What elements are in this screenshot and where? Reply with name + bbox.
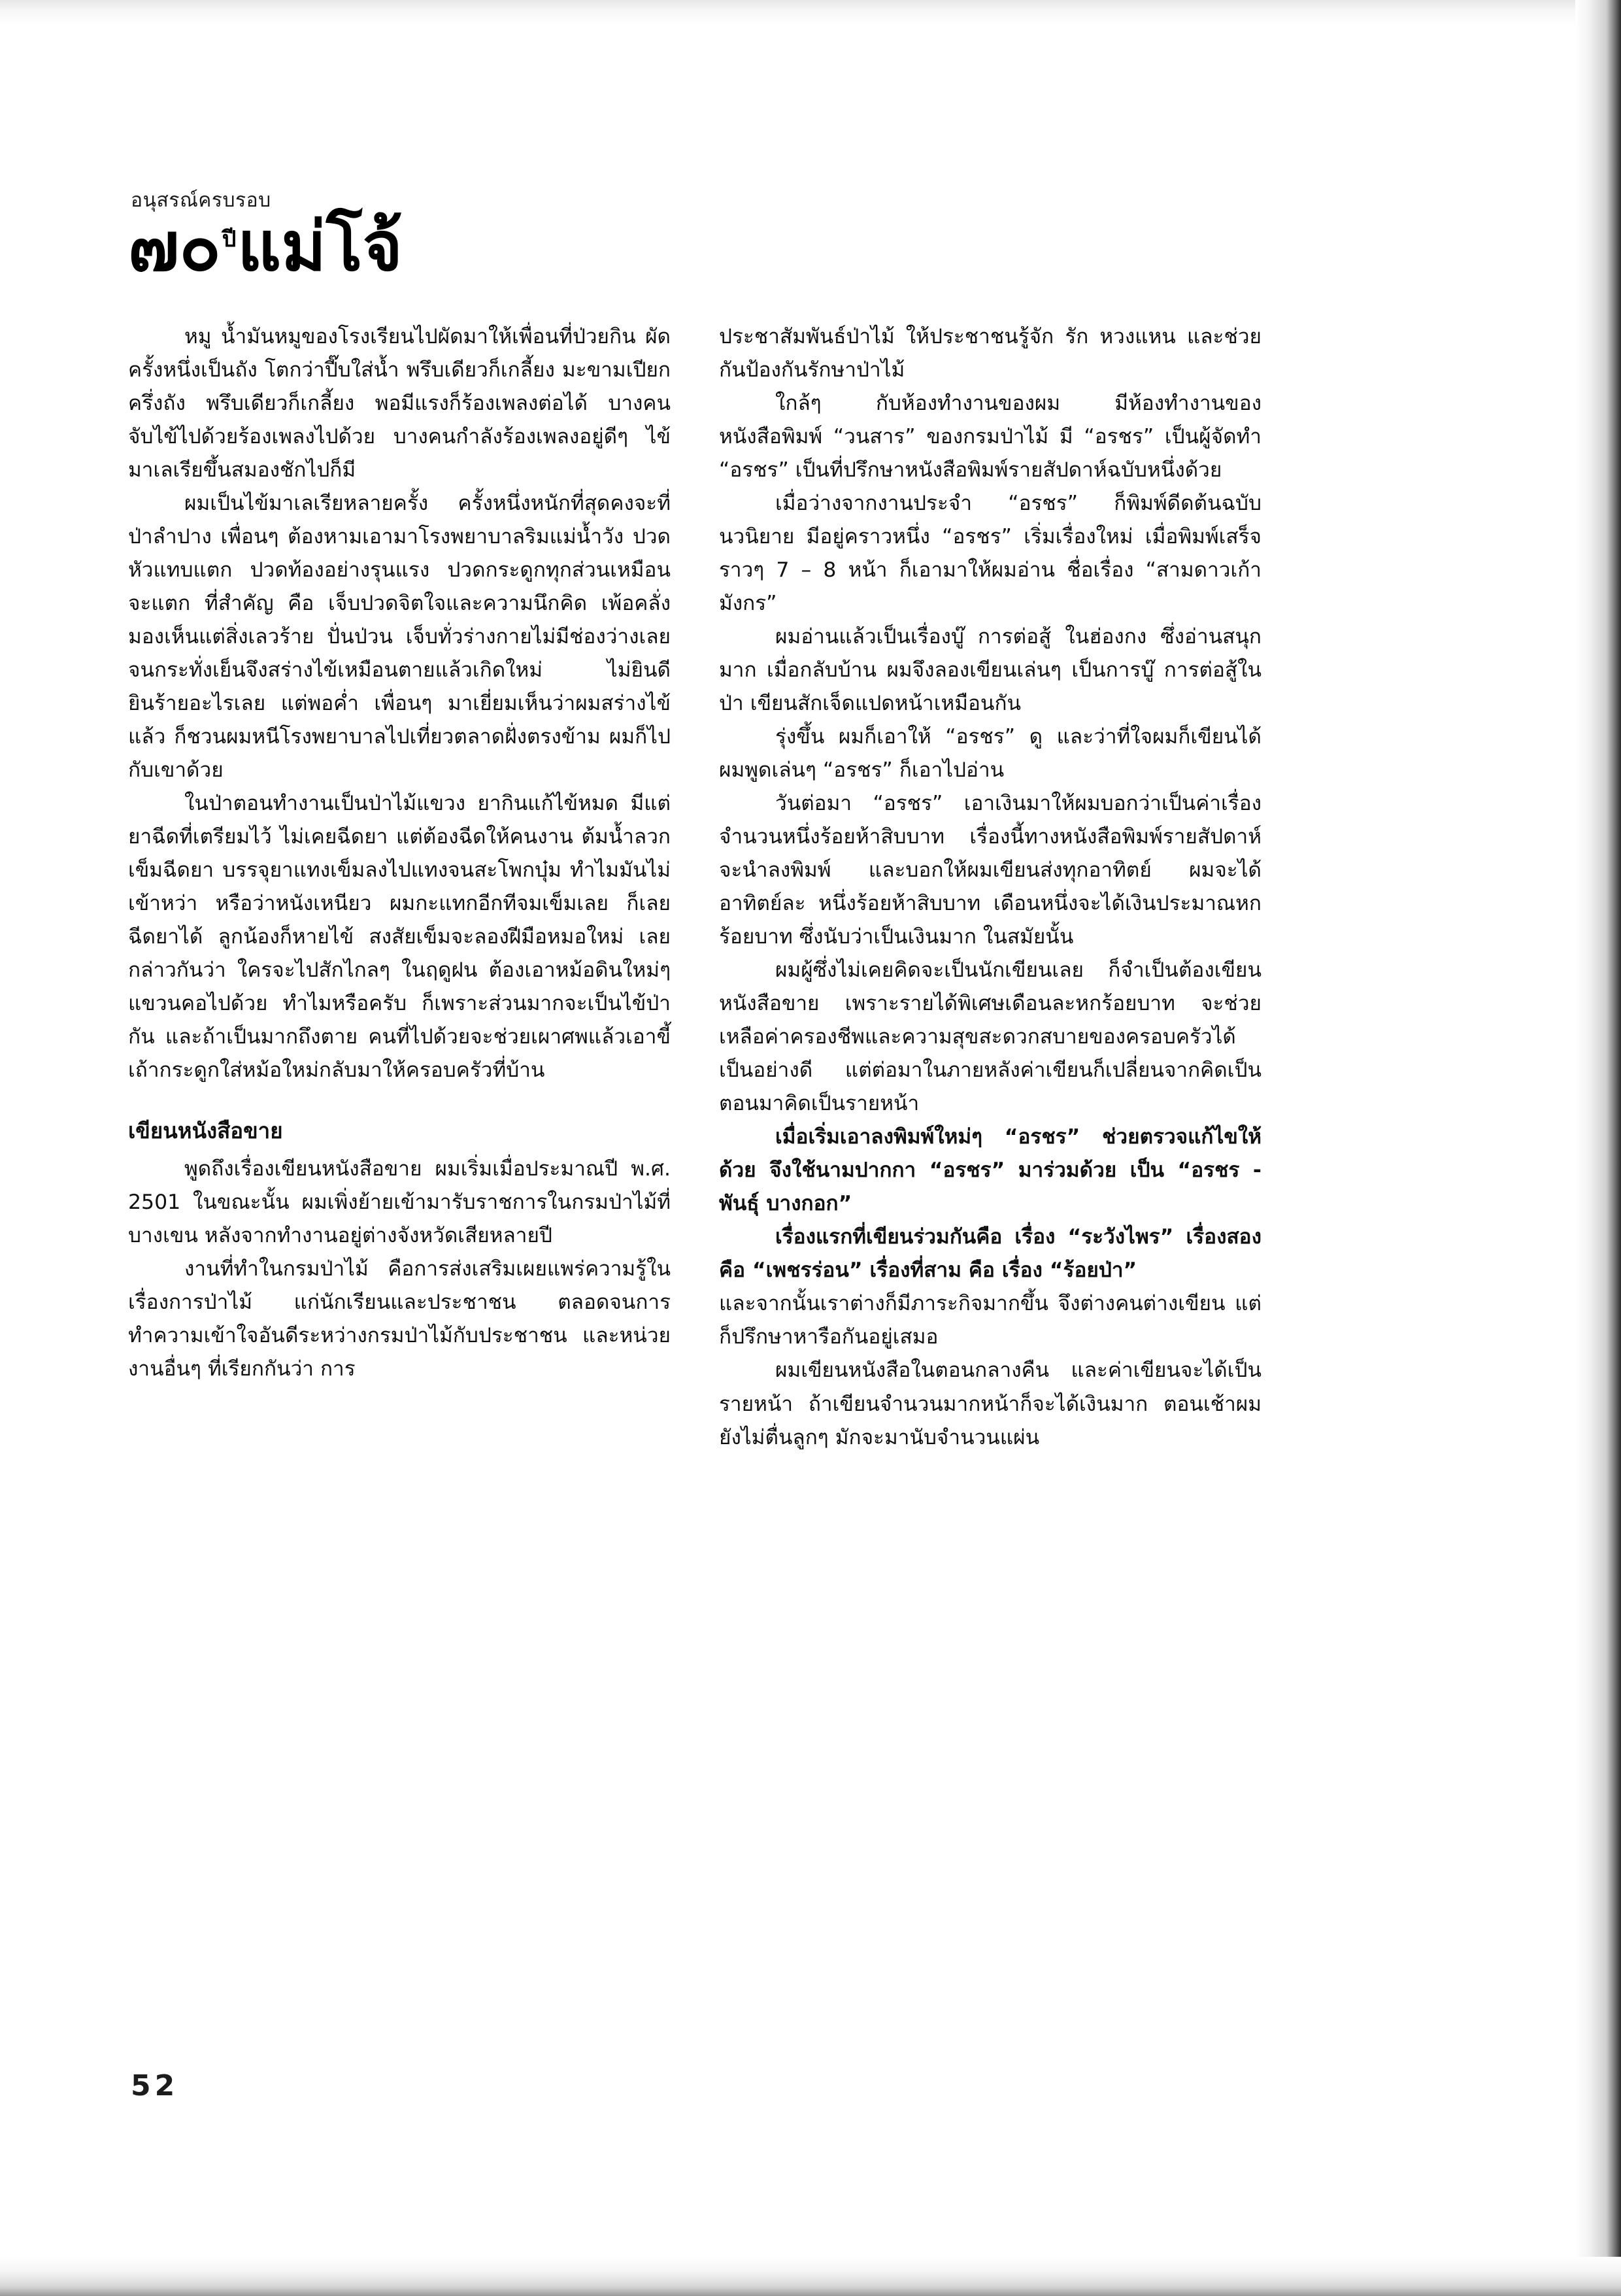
paragraph: ในป่าตอนทำงานเป็นป่าไม้แขวง ยากินแก้ไข้หมด มีแต่ยาฉีดที่เตรียมไว้ ไม่เคยฉีดยา แต่ต้องฉีดให้คนงาน ต้มน้ำลวกเข็มฉีดยา บรรจุยาแทงเข็มลงไปแทงจนสะโพกบุ๋ม ทำไมมันไม่เข้าหว่า หรือว่าหนังเหนียว ผมกะแทกอีกทีจมเข็มเลย ก็เลยฉีดยาได้ ลูกน้องก็หายไข้ สงสัยเข็มจะลองฝีมือหมอใหม่ เลยกล่าวกันว่า ใครจะไปสักไกลๆ ในฤดูฝน ต้องเอาหม้อดินใหม่ๆ แขวนคอไปด้วย ทำไมหรือครับ ก็เพราะส่วนมากจะเป็นไข้ป่ากัน และถ้าเป็นมากถึงตาย คนที่ไปด้วยจะช่วยเผาศพแล้วเอาขี้เถ้ากระดูกใส่หม้อใหม่กลับมาให้ครอบครัวที่บ้าน	[128, 792, 671, 1083]
masthead-superscript: ปี	[222, 226, 237, 253]
paragraph: หมู น้ำมันหมูของโรงเรียนไปผัดมาให้เพื่อนที่ป่วยกิน ผัดครั้งหนึ่งเป็นถัง โตกว่าปี๊บใส่น้ำ พรึบเดียวก็เกลี้ยง มะขามเปียกครึ่งถัง พรึบเดียวก็เกลี้ยง พอมีแรงก็ร้องเพลงต่อได้ บางคนจับไข้ไปด้วยร้องเพลงไปด้วย บางคนกำลังร้องเพลงอยู่ดีๆ ไข้มาเลเรียขึ้นสมองชักไปก็มี	[128, 325, 671, 482]
page-number: 52	[131, 2069, 179, 2102]
section-subheading: เขียนหนังสือขาย	[128, 1118, 283, 1144]
paragraph: งานที่ทำในกรมป่าไม้ คือการส่งเสริมเผยแพร่ความรู้ในเรื่องการป่าไม้ แก่นักเรียนและประชาชน ตลอดจนการทำความเข้าใจอันดีระหว่างกรมป่าไม้กับประชาชน และหน่วยงานอื่นๆ ที่เรียกกันว่า การ	[128, 1257, 671, 1381]
paragraph: วันต่อมา “อรชร” เอาเงินมาให้ผมบอกว่าเป็นค่าเรื่องจำนวนหนึ่งร้อยห้าสิบบาท เรื่องนี้ทางหนังสือพิมพ์รายสัปดาห์จะนำลงพิมพ์ และบอกให้ผมเขียนส่งทุกอาทิตย์ ผมจะได้อาทิตย์ละ หนึ่งร้อยห้าสิบบาท เดือนหนึ่งจะได้เงินประมาณหกร้อยบาท ซึ่งนับว่าเป็นเงินมาก ในสมัยนั้น	[719, 792, 1262, 949]
masthead	[128, 189, 716, 286]
paragraph: เมื่อว่างจากงานประจำ “อรชร” ก็พิมพ์ดีดต้นฉบับนวนิยาย มีอยู่คราวหนึ่ง “อรชร” เริ่มเรื่องใหม่ เมื่อพิมพ์เสร็จราวๆ 7 – 8 หน้า ก็เอามาให้ผมอ่าน ชื่อเรื่อง “สามดาวเก้ามังกร”	[719, 492, 1262, 616]
masthead-number: ๗๐	[128, 207, 221, 286]
right-column	[719, 320, 1262, 1455]
masthead-title	[128, 207, 716, 286]
masthead-kicker: อนุสรณ์ครบรอบ	[131, 189, 271, 212]
paragraph: ผมเขียนหนังสือในตอนกลางคืน และค่าเขียนจะได้เป็นรายหน้า ถ้าเขียนจำนวนมากหน้าก็จะได้เงินมาก ตอนเช้าผมยังไม่ตื่นลูกๆ มักจะมานับจำนวนแผ่น	[719, 1359, 1262, 1449]
paragraph: ผมอ่านแล้วเป็นเรื่องบู๊ การต่อสู้ ในฮ่องกง ซึ่งอ่านสนุกมาก เมื่อกลับบ้าน ผมจึงลองเขียนเล่นๆ เป็นการบู๊ การต่อสู้ในป่า เขียนสักเจ็ดแปดหน้าเหมือนกัน	[719, 625, 1262, 716]
paragraph: ใกล้ๆ กับห้องทำงานของผม มีห้องทำงานของหนังสือพิมพ์ “วนสาร” ของกรมป่าไม้ มี “อรชร” เป็นผู้จัดทำ “อรชร” เป็นที่ปรึกษาหนังสือพิมพ์รายสัปดาห์ฉบับหนึ่งด้วย	[719, 392, 1262, 482]
paragraph: และจากนั้นเราต่างก็มีภาระกิจมากขึ้น จึงต่างคนต่างเขียน แต่ก็ปรึกษาหารือกันอยู่เสมอ	[719, 1292, 1262, 1349]
paragraph: ผมผู้ซึ่งไม่เคยคิดจะเป็นนักเขียนเลย ก็จำเป็นต้องเขียนหนังสือขาย เพราะรายได้พิเศษเดือนละหกร้อยบาท จะช่วยเหลือค่าครองชีพและความสุขสะดวกสบายของครอบครัวได้เป็นอย่างดี แต่ต่อมาในภายหลังค่าเขียนก็เปลี่ยนจากคิดเป็นตอนมาคิดเป็นรายหน้า	[719, 958, 1262, 1116]
paragraph: ประชาสัมพันธ์ป่าไม้ ให้ประชาชนรู้จัก รัก หวงแหน และช่วยกันป้องกันรักษาป่าไม้	[719, 325, 1262, 382]
paragraph: พูดถึงเรื่องเขียนหนังสือขาย ผมเริ่มเมื่อประมาณปี พ.ศ. 2501 ในขณะนั้น ผมเพิ่งย้ายเข้ามารับราชการในกรมป่าไม้ที่บางเขน หลังจากทำงานอยู่ต่างจังหวัดเสียหลายปี	[128, 1156, 671, 1247]
masthead-name: แม่โจ้	[237, 207, 403, 286]
left-column	[128, 320, 671, 1386]
paragraph: ผมเป็นไข้มาเลเรียหลายครั้ง ครั้งหนึ่งหนักที่สุดคงจะที่ป่าลำปาง เพื่อนๆ ต้องหามเอามาโรงพยาบาลริมแม่น้ำวัง ปวดหัวแทบแตก ปวดท้องอย่างรุนแรง ปวดกระดูกทุกส่วนเหมือนจะแตก ที่สำคัญ คือ เจ็บปวดจิตใจและความนึกคิด เพ้อคลั่ง มองเห็นแต่สิ่งเลวร้าย ปั่นป่วน เจ็บทั่วร่างกายไม่มีช่องว่างเลย จนกระทั่งเย็นจึงสร่างไข้เหมือนตายแล้วเกิดใหม่ ไม่ยินดี ยินร้ายอะไรเลย แต่พอค่ำ เพื่อนๆ มาเยี่ยมเห็นว่าผมสร่างไข้แล้ว ก็ชวนผมหนีโรงพยาบาลไปเที่ยวตลาดฝั่งตรงข้าม ผมก็ไปกับเขาด้วย	[128, 492, 671, 783]
paragraph: รุ่งขึ้น ผมก็เอาให้ “อรชร” ดู และว่าที่ใจผมก็เขียนได้ ผมพูดเล่นๆ “อรชร” ก็เอาไปอ่าน	[719, 725, 1262, 783]
paragraph-bold: เมื่อเริ่มเอาลงพิมพ์ใหม่ๆ “อรชร” ช่วยตรวจแก้ไขให้ด้วย จึงใช้นามปากกา “อรชร” มาร่วมด้วย เป็น “อรชร - พันธุ์ บางกอก”	[719, 1125, 1262, 1216]
paragraph-bold: เรื่องแรกที่เขียนร่วมกันคือ เรื่อง “ระวังไพร” เรื่องสองคือ “เพชรร่อน” เรื่องที่สาม คือ เรื่อง “ร้อยป่า”	[719, 1225, 1262, 1283]
